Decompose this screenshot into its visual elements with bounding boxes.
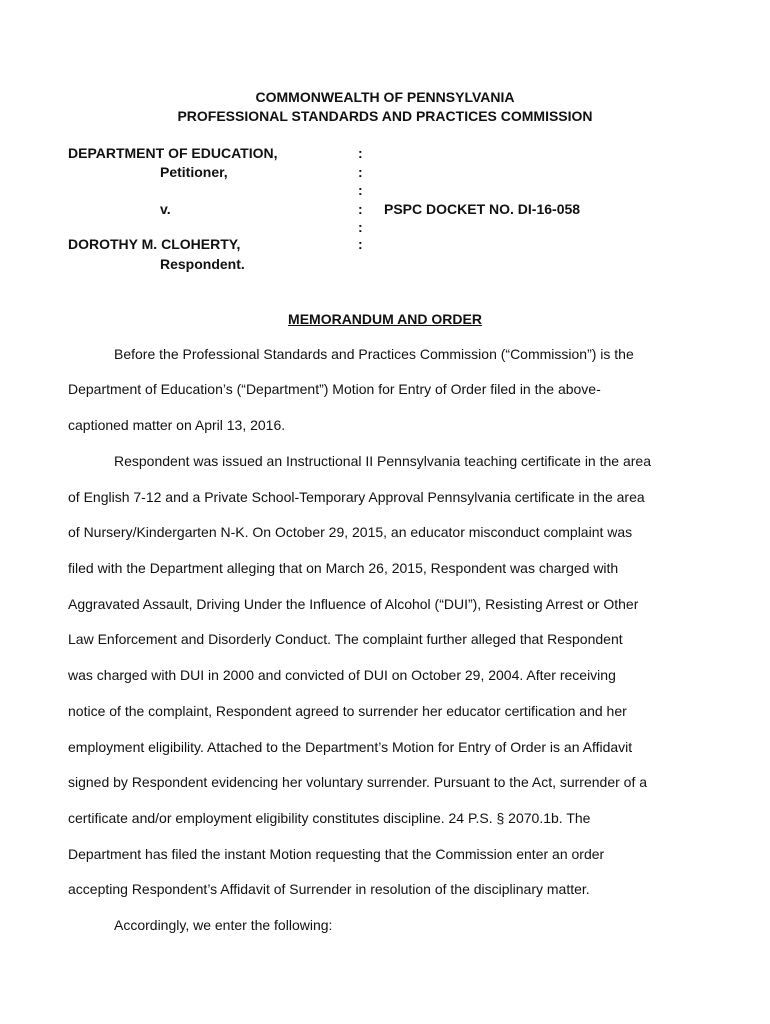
header-commonwealth: COMMONWEALTH OF PENNSYLVANIA xyxy=(255,89,515,105)
caption-colon: : xyxy=(358,164,363,180)
versus-label: v. xyxy=(160,201,171,217)
body-line: notice of the complaint, Respondent agreed to surrender her educator certification and her xyxy=(68,703,627,719)
caption-colon: : xyxy=(358,182,363,198)
body-line: Accordingly, we enter the following: xyxy=(114,917,333,933)
caption-colon: : xyxy=(358,236,363,252)
header-commission: PROFESSIONAL STANDARDS AND PRACTICES COMMISSION xyxy=(177,108,593,124)
body-line: captioned matter on April 13, 2016. xyxy=(68,417,286,433)
body-line: Before the Professional Standards and Practices Commission (“Commission”) is the xyxy=(114,346,634,362)
body-line: Department has filed the instant Motion requesting that the Commission enter an order xyxy=(68,846,605,862)
body-line: accepting Respondent’s Affidavit of Surrender in resolution of the disciplinary matter. xyxy=(68,881,590,897)
body-line: Law Enforcement and Disorderly Conduct. The complaint further alleged that Respondent xyxy=(68,631,623,647)
respondent-role: Respondent. xyxy=(160,256,245,272)
respondent-name: DOROTHY M. CLOHERTY, xyxy=(68,236,241,252)
petitioner-name: DEPARTMENT OF EDUCATION, xyxy=(68,145,278,161)
body-line: employment eligibility. Attached to the Department’s Motion for Entry of Order is an Affidavit xyxy=(68,739,633,755)
body-line: Department of Education’s (“Department”) Motion for Entry of Order filed in the above- xyxy=(68,381,601,397)
body-line: of Nursery/Kindergarten N-K. On October 29, 2015, an educator misconduct complaint was xyxy=(68,524,633,540)
caption-colon: : xyxy=(358,219,363,235)
memorandum-title: MEMORANDUM AND ORDER xyxy=(288,311,482,327)
body-line: filed with the Department alleging that on March 26, 2015, Respondent was charged with xyxy=(68,560,619,576)
caption-colon: : xyxy=(358,145,363,161)
body-line: Respondent was issued an Instructional II Pennsylvania teaching certificate in the area xyxy=(114,453,651,469)
body-line: Aggravated Assault, Driving Under the Influence of Alcohol (“DUI”), Resisting Arrest or Other xyxy=(68,596,639,612)
body-line: signed by Respondent evidencing her voluntary surrender. Pursuant to the Act, surrender of a xyxy=(68,774,648,790)
docket-number: PSPC DOCKET NO. DI-16-058 xyxy=(384,201,581,217)
caption-colon: : xyxy=(358,201,363,217)
body-line: was charged with DUI in 2000 and convicted of DUI on October 29, 2004. After receiving xyxy=(68,667,616,683)
body-line: of English 7-12 and a Private School-Temporary Approval Pennsylvania certificate in the area xyxy=(68,489,645,505)
petitioner-role: Petitioner, xyxy=(160,164,228,180)
body-line: certificate and/or employment eligibility constitutes discipline. 24 P.S. § 2070.1b. The xyxy=(68,810,591,826)
